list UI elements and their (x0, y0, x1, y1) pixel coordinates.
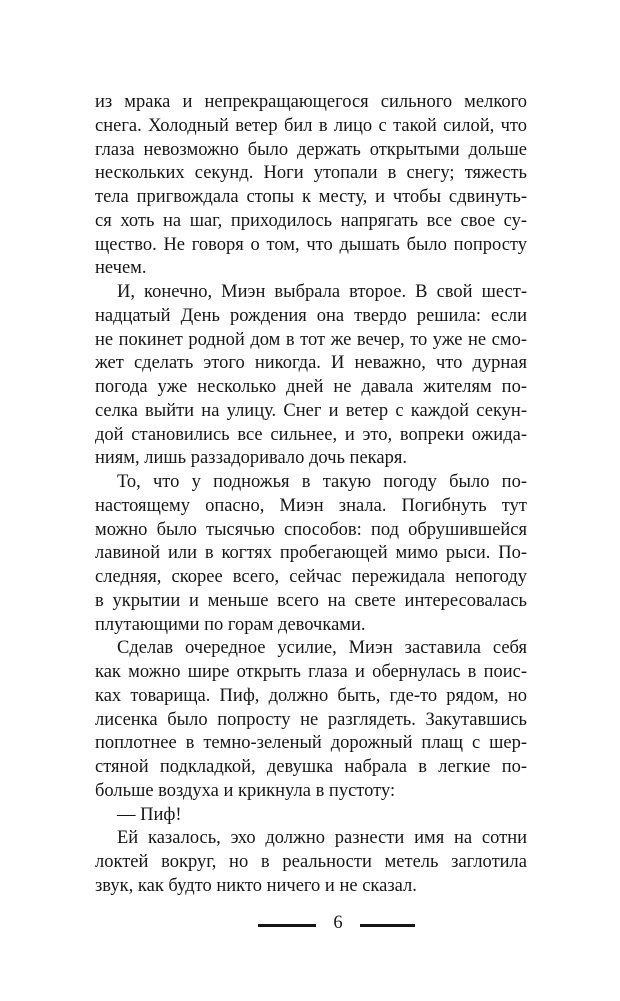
text-line-first: И, конечно, Миэн выбрала второе. В свой шест- (117, 282, 527, 302)
text-line-first: Сделав очередное усилие, Миэн заставила себя (117, 638, 527, 659)
text-line: надцатый День рождения она твердо решила: если (95, 305, 527, 326)
paragraph (95, 91, 527, 281)
text-line-last: плутающими по горам девочками. (95, 614, 366, 635)
text-line: погода уже несколько дней не давала жителям по- (95, 377, 527, 397)
text-line: жет сделать этого никогда. И неважно, что дурная (95, 353, 527, 374)
paragraph (95, 281, 527, 471)
text-line: следняя, скорее всего, сейчас пережидала непогоду (95, 567, 527, 587)
footer-rule-left (258, 924, 316, 927)
text-line: лавиной или в когтях пробегающей мимо рыси. По- (95, 543, 527, 564)
text-line: нескольких секунд. Ноги утопали в снегу; тяжесть (95, 163, 527, 184)
text-line: можно было тысячью способов: под обрушившейся (95, 519, 527, 540)
text-line: из мрака и непрекращающегося сильного мелкого (95, 92, 527, 112)
text-line: селка выйти на улицу. Снег и ветер с каждой секун- (95, 400, 527, 421)
paragraph (95, 471, 527, 637)
text-line-first: То, что у подножья в такую погоду было по- (117, 472, 527, 492)
text-line-last: больше воздуха и крикнула в пустоту: (95, 780, 396, 801)
paragraph-dialogue (95, 804, 527, 828)
text-line-last: нечем. (95, 258, 147, 279)
text-line: локтей вокруг, но в реальности метель заглотила (95, 852, 527, 872)
paragraph (95, 637, 527, 803)
page-number: 6 (333, 913, 343, 933)
paragraph (95, 827, 527, 898)
text-line: ся хоть на шаг, приходилось напрягать все свое су- (95, 210, 528, 231)
text-line: как можно шире открыть глаза и обернулась в поис- (95, 662, 528, 682)
text-line: снега. Холодный ветер бил в лицо с такой силой, что (95, 115, 527, 136)
footer-rule-right (360, 924, 415, 927)
text-line: не покинет родной дом в тот же вечер, то уже не смо- (95, 329, 527, 350)
text-line: глаза невозможно было держать открытыми дольше (95, 139, 527, 160)
text-line: ках товарища. Пиф, должно быть, где-то рядом, но (95, 685, 527, 706)
text-line: тела пригвождала стопы к месту, и чтобы сдвинуть- (95, 187, 527, 207)
text-line: настоящему опасно, Миэн знала. Погибнуть тут (95, 495, 527, 516)
text-line-last: ниям, лишь раззадоривало дочь пекаря. (95, 448, 407, 469)
text-line-first: Ей казалось, эхо должно разнести имя на сотни (117, 828, 527, 849)
text-line: поплотнее в темно-зеленый дорожный плащ с шер- (95, 733, 527, 754)
text-line-last: звук, как будто никто ничего и не сказал. (95, 875, 417, 896)
text-line: щество. Не говоря о том, что дышать было попросту (95, 234, 527, 255)
dialogue-line: — Пиф! (117, 804, 182, 825)
book-page-text (95, 91, 527, 899)
text-line: дой становились все сильнее, и это, вопреки ожида- (95, 424, 527, 445)
text-line: лисенка было попросту не разглядеть. Закутавшись (95, 709, 527, 730)
text-line: в укрытии и меньше всего на свете интересовалась (95, 590, 527, 611)
text-line: стяной подкладкой, девушка набрала в легкие по- (95, 757, 528, 777)
